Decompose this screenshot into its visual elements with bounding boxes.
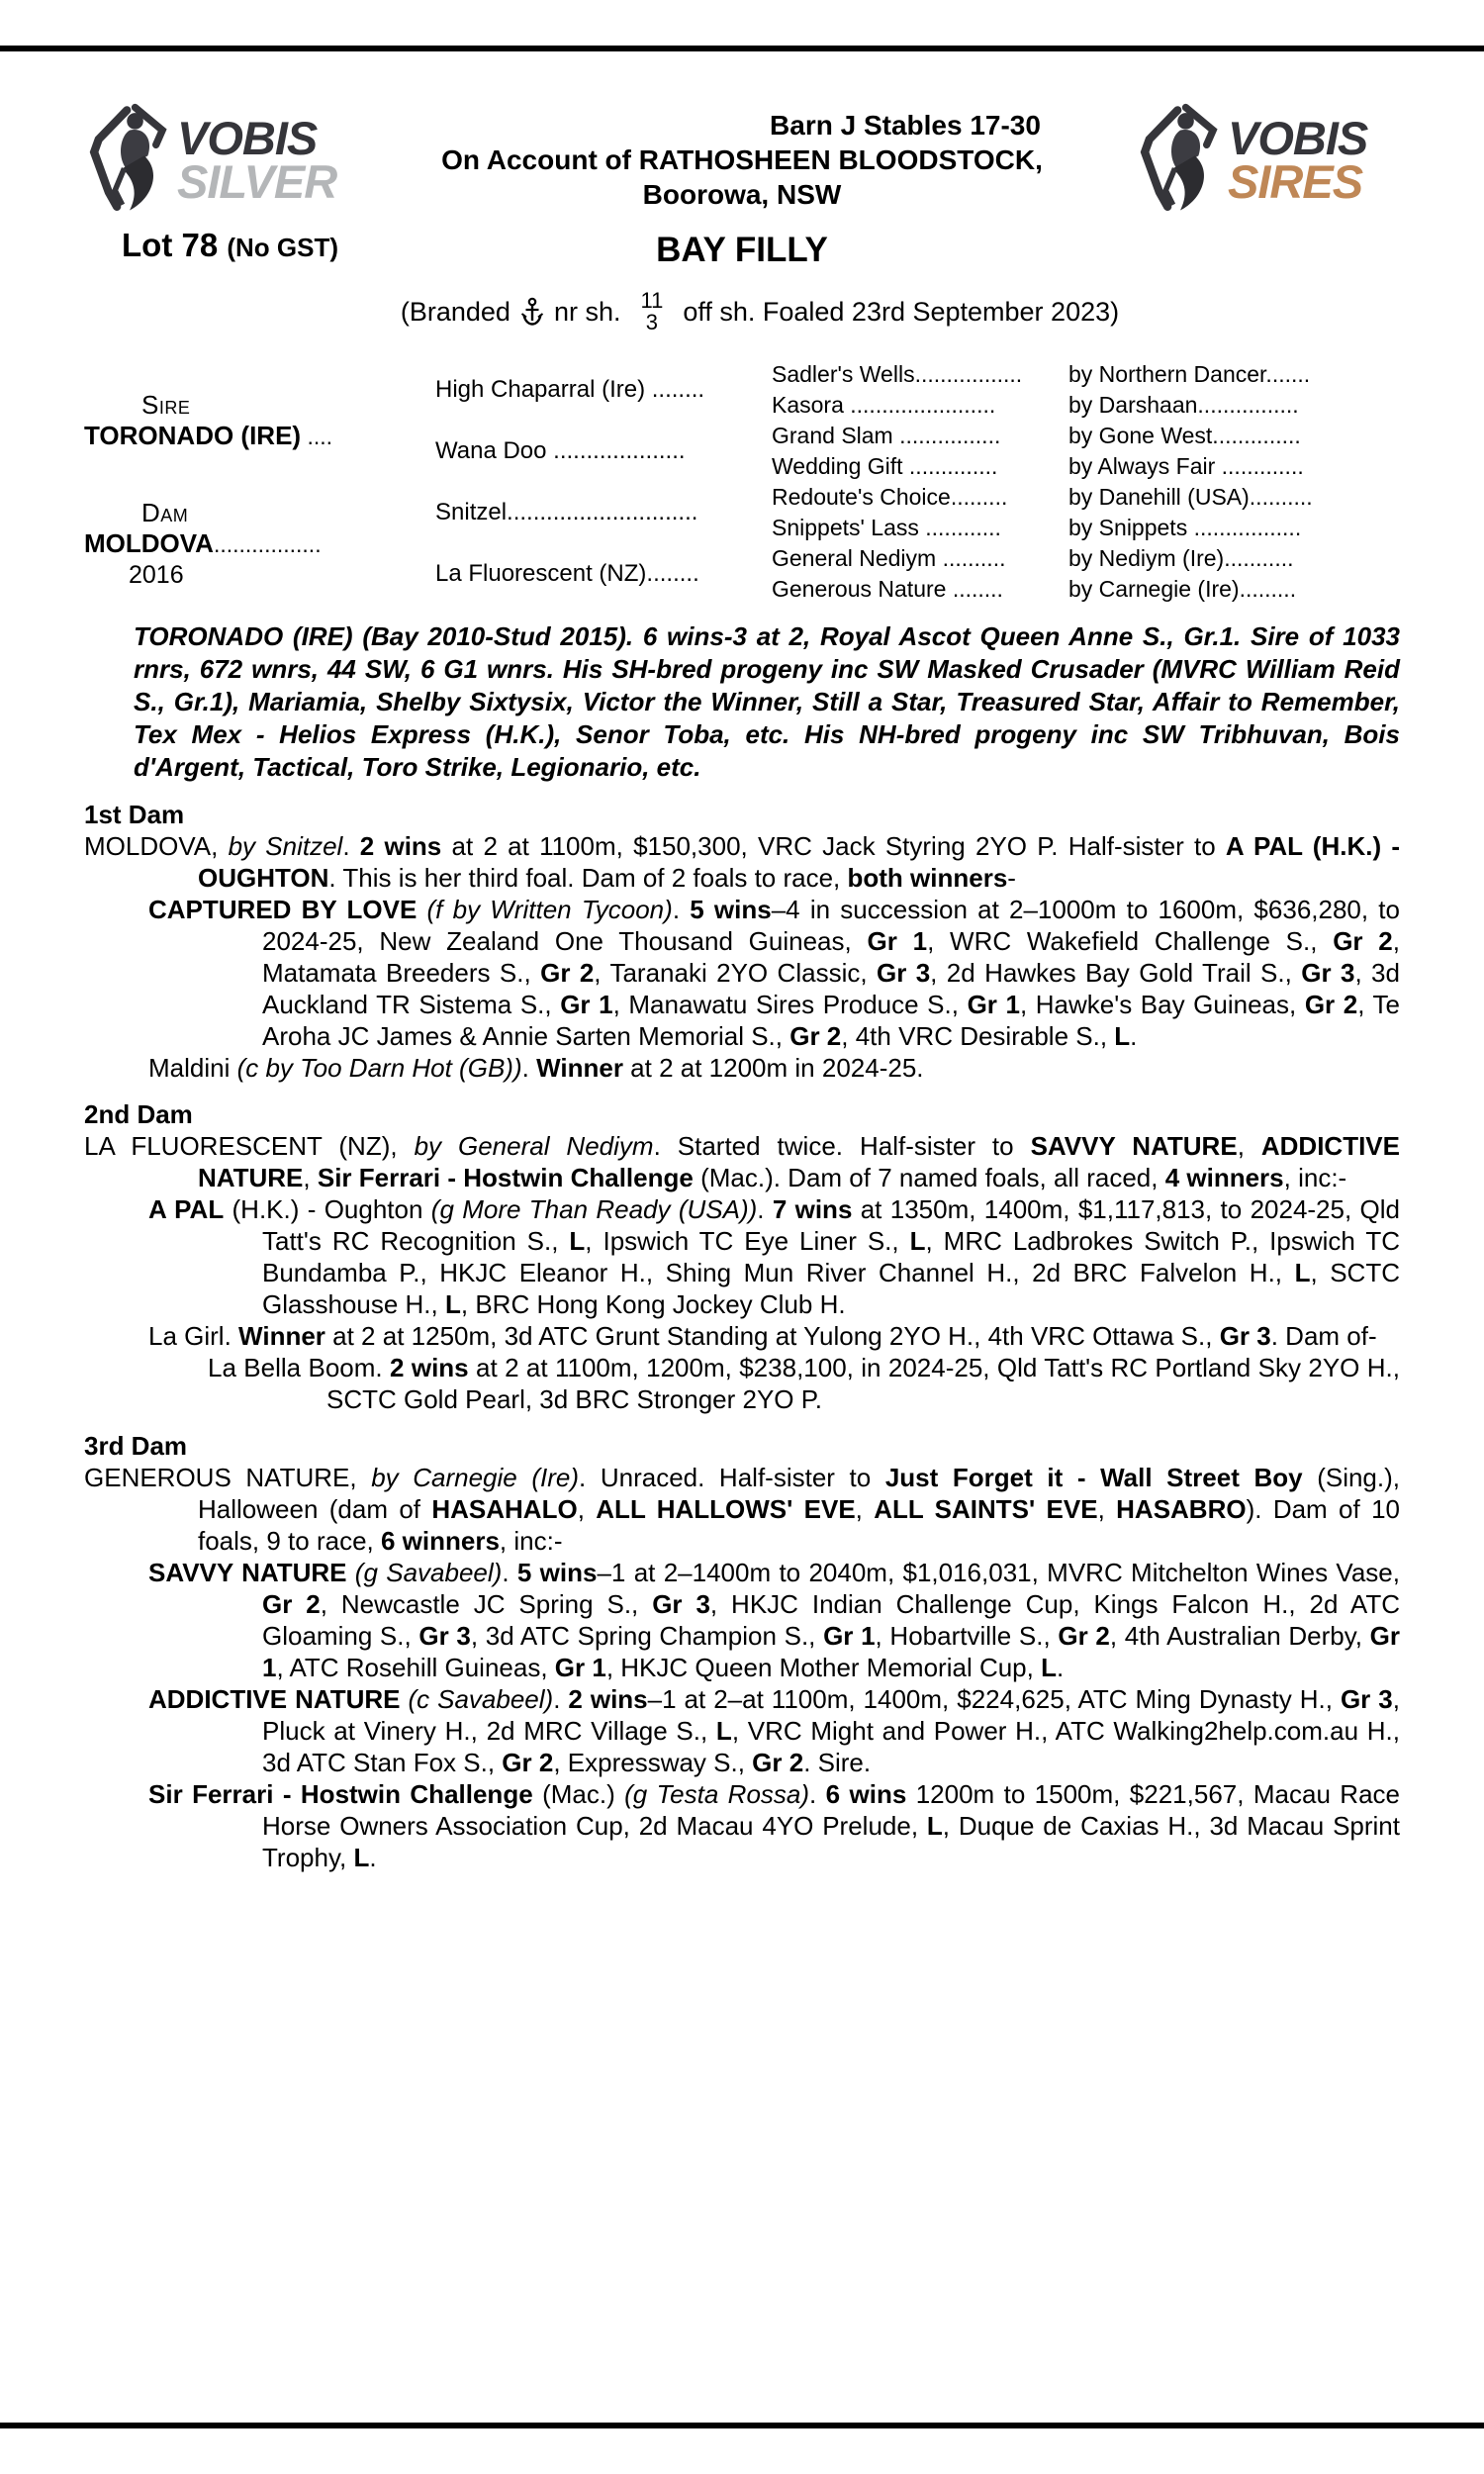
dam-section-heading: 2nd Dam: [84, 1099, 193, 1129]
text-run: ,: [303, 1163, 318, 1192]
text-run: , 3d ATC Spring Champion S.,: [470, 1621, 824, 1651]
dam-block: [84, 482, 435, 605]
text-run: 6 winners: [380, 1526, 500, 1556]
text-run: –1 at 2–1400m to 2040m, $1,016,031, MVRC Mitchelton Wines Vase,: [597, 1558, 1400, 1587]
text-run: ADDICTIVE NATURE: [148, 1684, 401, 1714]
text-run: , Ipswich TC Eye Liner S.,: [585, 1226, 910, 1256]
brand-line: [102, 280, 1418, 343]
text-run: , VRC Might and Power H., ATC Walking2help.com.au H., 3d ATC Stan Fox S.,: [262, 1716, 1400, 1777]
text-run: .: [672, 895, 691, 924]
pedigree-table: [84, 359, 1400, 605]
dam-name-text: MOLDOVA: [84, 527, 214, 558]
brand-fraction: [640, 290, 663, 333]
logo-word-vobis: VOBIS: [177, 112, 318, 165]
text-run: Gr 1: [262, 1621, 1401, 1682]
text-run: .: [809, 1779, 826, 1809]
text-run: . Dam of-: [1270, 1321, 1377, 1351]
text-run: Gr 2: [1058, 1621, 1110, 1651]
text-run: Gr 1: [554, 1653, 606, 1682]
text-run: 4 winners: [1164, 1163, 1284, 1192]
pedigree-gen2-item: La Fluorescent (NZ)........: [435, 560, 699, 587]
pedigree-gen3-sire: by Carnegie (Ire).........: [1068, 576, 1297, 602]
text-run: L: [1114, 1021, 1131, 1051]
text-run: Gr 3: [652, 1589, 710, 1619]
text-run: 7 wins: [772, 1194, 853, 1224]
pedigree-paragraph: [84, 894, 1400, 1052]
text-run: , Te Aroha JC James & Annie Sarten Memorial S.,: [262, 990, 1401, 1051]
pedigree-paragraph: [84, 1320, 1400, 1352]
text-run: by General Nediym: [414, 1131, 654, 1161]
text-run: ,: [577, 1494, 597, 1524]
pedigree-gen3-name: General Nediym ..........: [772, 545, 1006, 571]
pedigree-gen3-name: Wedding Gift ..............: [772, 453, 998, 479]
text-run: -: [1007, 863, 1016, 893]
text-run: 2 wins: [568, 1684, 648, 1714]
text-run: L: [1041, 1653, 1057, 1682]
text-run: (c by Too Darn Hot (GB)): [236, 1053, 522, 1083]
pedigree-gen2-item: Wana Doo ....................: [435, 437, 686, 464]
text-run: Maldini: [148, 1053, 237, 1083]
pedigree-paragraph: [84, 1683, 1400, 1778]
text-run: .: [1130, 1021, 1138, 1051]
text-run: Gr 2: [789, 1021, 842, 1051]
pedigree-paragraph: [84, 1052, 1400, 1084]
pedigree-paragraph: [84, 1557, 1400, 1683]
text-run: , Duque de Caxias H., 3d Macau Sprint Trophy,: [262, 1811, 1400, 1872]
text-run: , Pluck at Vinery H., 2d MRC Village S.,: [262, 1684, 1400, 1746]
text-run: Gr 3: [1219, 1321, 1271, 1351]
text-run: , WRC Wakefield Challenge S.,: [927, 926, 1334, 956]
text-run: Gr 2: [540, 958, 595, 988]
pedigree-paragraph: [84, 830, 1400, 894]
account-line: On Account of RATHOSHEEN BLOODSTOCK,: [441, 144, 1043, 175]
text-run: , 3d Auckland TR Sistema S.,: [262, 958, 1400, 1019]
text-run: at 2 at 1100m, $150,300, VRC Jack Styring 2YO P. Half-sister to: [441, 831, 1226, 861]
text-run: ,: [1097, 1494, 1117, 1524]
text-run: HASABRO: [1116, 1494, 1247, 1524]
text-run: L: [1294, 1258, 1311, 1287]
text-run: A PAL: [148, 1194, 225, 1224]
pedigree-paragraph: [84, 1193, 1400, 1320]
text-run: Gr 3: [418, 1621, 471, 1651]
text-run: .: [553, 1684, 569, 1714]
text-run: Gr 2: [502, 1748, 554, 1777]
leader-dots: .................: [213, 530, 322, 557]
text-run: .: [1056, 1653, 1065, 1682]
text-run: , MRC Ladbrokes Switch P., Ipswich TC Bundamba P., HKJC Eleanor H., Shing Mun River Channel H., 2d BRC Falvelon H.,: [262, 1226, 1400, 1287]
pedigree-gen3-name: Grand Slam ................: [772, 423, 1001, 448]
text-run: SAVVY NATURE: [148, 1558, 347, 1587]
text-run: CAPTURED BY LOVE: [148, 895, 417, 924]
text-run: , Newcastle JC Spring S.,: [320, 1589, 653, 1619]
text-run: 5 wins: [690, 895, 772, 924]
text-run: by Carnegie (Ire): [371, 1463, 580, 1492]
sire-block: [84, 359, 435, 482]
lot-row: [84, 227, 1400, 274]
logo-word-silver: SILVER: [177, 154, 337, 208]
text-run: Winner: [536, 1053, 623, 1083]
text-run: . This is her third foal. Dam of 2 foals to race,: [328, 863, 848, 893]
text-run: Gr 1: [560, 990, 613, 1019]
pedigree-gen3-sire: by Northern Dancer.......: [1068, 361, 1311, 387]
text-run: , HKJC Queen Mother Memorial Cup,: [605, 1653, 1042, 1682]
text-run: ALL HALLOWS' EVE: [596, 1494, 856, 1524]
text-run: , BRC Hong Kong Jockey Club H.: [460, 1289, 846, 1319]
text-run: . Unraced. Half-sister to: [579, 1463, 885, 1492]
text-run: ,: [855, 1494, 875, 1524]
vobis-silver-logo: [84, 103, 349, 217]
consignor-block: [349, 108, 1135, 212]
text-run: 2 wins: [390, 1353, 469, 1382]
text-run: .: [757, 1194, 773, 1224]
brand-fraction-top: 11: [640, 288, 664, 313]
text-run: Gr 2: [1304, 990, 1358, 1019]
header: [84, 103, 1400, 217]
text-run: , inc:-: [499, 1526, 563, 1556]
horse-title: BAY FILLY: [656, 231, 828, 269]
horse-jockey-emblem-icon: [1135, 103, 1226, 217]
pedigree-paragraph: [84, 1778, 1400, 1873]
sire-name: [84, 420, 435, 452]
text-run: .: [342, 831, 360, 861]
text-run: 2 wins: [359, 831, 442, 861]
text-run: –1 at 2–at 1100m, 1400m, $224,625, ATC Ming Dynasty H.,: [647, 1684, 1341, 1714]
text-run: 5 wins: [516, 1558, 598, 1587]
text-run: (H.K.) - Oughton: [224, 1194, 431, 1224]
text-run: L: [926, 1811, 943, 1841]
text-run: LA FLUORESCENT (NZ),: [84, 1131, 415, 1161]
text-run: 6 wins: [825, 1779, 907, 1809]
text-run: , ATC Rosehill Guineas,: [276, 1653, 555, 1682]
text-run: L: [909, 1226, 926, 1256]
barn-line: Barn J Stables 17-30: [770, 110, 1041, 141]
text-run: both winners: [847, 863, 1008, 893]
pedigree-gen3-name: Snippets' Lass ............: [772, 515, 1001, 540]
gst-note: (No GST): [227, 233, 339, 262]
pedigree-gen3-sire: by Danehill (USA)..........: [1068, 484, 1313, 510]
leader-dots: ....: [301, 423, 333, 449]
text-run: (Sing.), Halloween (dam of: [198, 1463, 1400, 1524]
dam-sections: [84, 799, 1400, 1873]
vobis-sires-wordmark: [1228, 112, 1368, 208]
lot-number: [122, 227, 338, 264]
pedigree-paragraph: [84, 1462, 1400, 1557]
text-run: (f by Written Tycoon): [426, 895, 673, 924]
text-run: [346, 1558, 354, 1587]
text-run: MOLDOVA,: [84, 831, 229, 861]
text-run: [417, 895, 426, 924]
dam-name: [84, 527, 435, 560]
text-run: , 4th Australian Derby,: [1109, 1621, 1370, 1651]
text-run: , Hobartville S.,: [875, 1621, 1059, 1651]
text-run: Gr 3: [876, 958, 931, 988]
brand-prefix: (Branded: [400, 296, 510, 327]
bottom-rule: [0, 2423, 1484, 2428]
text-run: , SCTC Glasshouse H.,: [262, 1258, 1400, 1319]
text-run: , 2d Hawkes Bay Gold Trail S.,: [930, 958, 1302, 988]
text-run: L: [569, 1226, 586, 1256]
text-run: ADDICTIVE NATURE: [198, 1131, 1400, 1192]
text-run: GENEROUS NATURE,: [84, 1463, 372, 1492]
logo-word-sires: SIRES: [1228, 154, 1363, 208]
text-run: (Mac.): [532, 1779, 625, 1809]
pedigree-gen3-sire: by Nediym (Ire)...........: [1068, 545, 1294, 571]
text-run: , Manawatu Sires Produce S.,: [612, 990, 968, 1019]
text-run: (g Testa Rossa): [624, 1779, 810, 1809]
text-run: , Matamata Breeders S.,: [262, 926, 1400, 988]
page-content: [84, 103, 1400, 1873]
text-run: , Hawke's Bay Guineas,: [1019, 990, 1305, 1019]
text-run: at 2 at 1200m in 2024-25.: [622, 1053, 924, 1083]
text-run: La Girl.: [148, 1321, 239, 1351]
text-run: , inc:-: [1283, 1163, 1347, 1192]
text-run: Gr 1: [867, 926, 928, 956]
vobis-sires-logo: [1135, 103, 1400, 217]
pedigree-gen3-sire: by Snippets .................: [1068, 515, 1302, 540]
text-run: (c Savabeel): [408, 1684, 554, 1714]
pedigree-gen2-item: High Chaparral (Ire) ........: [435, 376, 705, 403]
pedigree-gen3-sire: by Darshaan................: [1068, 392, 1299, 418]
pedigree-gen3-name: Redoute's Choice.........: [772, 484, 1008, 510]
text-run: (g More Than Ready (USA)): [430, 1194, 758, 1224]
text-run: Gr 2: [262, 1589, 321, 1619]
sire-name-text: TORONADO (IRE): [84, 420, 302, 450]
text-run: La Bella Boom.: [208, 1353, 391, 1382]
text-run: Just Forget it - Wall Street Boy: [884, 1463, 1303, 1492]
text-run: –4 in succession at 2–1000m to 1600m, $636,280, to 2024-25, New Zealand One Thousand Guineas,: [262, 895, 1400, 956]
text-run: at 1350m, 1400m, $1,117,813, to 2024-25, Qld Tatt's RC Recognition S.,: [262, 1194, 1400, 1256]
vobis-silver-wordmark: [177, 112, 337, 208]
dam-section-heading: 1st Dam: [84, 800, 185, 829]
pedigree-gen2-item: Snitzel.............................: [435, 499, 698, 525]
pedigree-gen3-sire: by Always Fair .............: [1068, 453, 1304, 479]
text-run: A PAL (H.K.) - OUGHTON: [198, 831, 1400, 893]
text-run: Gr 3: [1301, 958, 1355, 988]
dam-year: 2016: [129, 560, 184, 589]
text-run: Sir Ferrari - Hostwin Challenge: [148, 1779, 533, 1809]
dam-section-heading: 3rd Dam: [84, 1431, 188, 1461]
text-run: (g Savabeel): [354, 1558, 503, 1587]
text-run: , 4th VRC Desirable S.,: [841, 1021, 1115, 1051]
pedigree-paragraph: [84, 1130, 1400, 1193]
pedigree-paragraph: [84, 1352, 1400, 1415]
pedigree-gen3-name: Generous Nature ........: [772, 576, 1003, 602]
brand-fraction-bottom: 3: [645, 310, 659, 334]
text-run: , HKJC Indian Challenge Cup, Kings Falcon H., 2d ATC Gloaming S.,: [262, 1589, 1400, 1651]
text-run: 1200m to 1500m, $221,567, Macau Race Horse Owners Association Cup, 2d Macau 4YO Prelude,: [262, 1779, 1400, 1841]
sire-description: TORONADO (IRE) (Bay 2010-Stud 2015). 6 wins-3 at 2, Royal Ascot Queen Anne S., Gr.1. Sire of 1033 rnrs, 672 wnrs, 44 SW, 6 G1 wnrs. His SH-bred progeny inc SW Masked Crusader (MVRC William Reid S., Gr.1), Mariamia, Shelby Sixtysix, Victor the Winner, Still a Star, Treasured Star, Affair to Remember, Tex Mex - Helios Express (H.K.), Senor Toba, etc. His NH-bred progeny inc SW Tribhuvan, Bois d'Argent, Tactical, Toro Strike, Legionario, etc.: [134, 621, 1400, 782]
text-run: at 2 at 1250m, 3d ATC Grunt Standing at Yulong 2YO H., 4th VRC Ottawa S.,: [325, 1321, 1220, 1351]
pedigree-gen3-sire: by Gone West..............: [1068, 423, 1301, 448]
lot-label: Lot 78: [122, 227, 219, 263]
text-run: Winner: [238, 1321, 325, 1351]
text-run: ALL SAINTS' EVE: [874, 1494, 1098, 1524]
brand-suffix: off sh. Foaled 23rd September 2023): [683, 296, 1120, 327]
anchor-icon: [520, 297, 544, 327]
text-run: L: [353, 1843, 370, 1872]
text-run: HASAHALO: [431, 1494, 578, 1524]
horse-jockey-emblem-icon: [84, 103, 175, 217]
logo-word-vobis: VOBIS: [1228, 112, 1368, 165]
pedigree-gen3-name: Sadler's Wells.................: [772, 361, 1023, 387]
text-run: Gr 2: [1333, 926, 1393, 956]
text-run: .: [369, 1843, 377, 1872]
location-line: Boorowa, NSW: [642, 179, 842, 210]
sire-label: Sire: [141, 389, 191, 420]
text-run: . Started twice. Half-sister to: [653, 1131, 1031, 1161]
text-run: (Mac.). Dam of 7 named foals, all raced,: [693, 1163, 1165, 1192]
text-run: L: [715, 1716, 732, 1746]
text-run: ,: [1237, 1131, 1261, 1161]
text-run: Sir Ferrari - Hostwin Challenge: [317, 1163, 694, 1192]
text-run: ). Dam of 10 foals, 9 to race,: [198, 1494, 1401, 1556]
text-run: Gr 2: [752, 1748, 804, 1777]
text-run: , Expressway S.,: [553, 1748, 753, 1777]
text-run: . Sire.: [803, 1748, 872, 1777]
text-run: Gr 1: [823, 1621, 876, 1651]
top-rule: [0, 46, 1484, 51]
text-run: .: [521, 1053, 537, 1083]
text-run: Gr 1: [967, 990, 1020, 1019]
text-run: Gr 3: [1340, 1684, 1393, 1714]
text-run: , Taranaki 2YO Classic,: [594, 958, 877, 988]
pedigree-gen3-name: Kasora .......................: [772, 392, 996, 418]
text-run: SAVVY NATURE: [1030, 1131, 1238, 1161]
text-run: at 2 at 1100m, 1200m, $238,100, in 2024-25, Qld Tatt's RC Portland Sky 2YO H., SCTC Gold Pearl, 3d BRC Stronger 2YO P.: [326, 1353, 1400, 1414]
dam-label: Dam: [141, 497, 189, 527]
text-run: .: [502, 1558, 517, 1587]
brand-nr-shoulder: nr sh.: [553, 296, 621, 327]
text-run: L: [444, 1289, 461, 1319]
text-run: by Snitzel: [228, 831, 343, 861]
